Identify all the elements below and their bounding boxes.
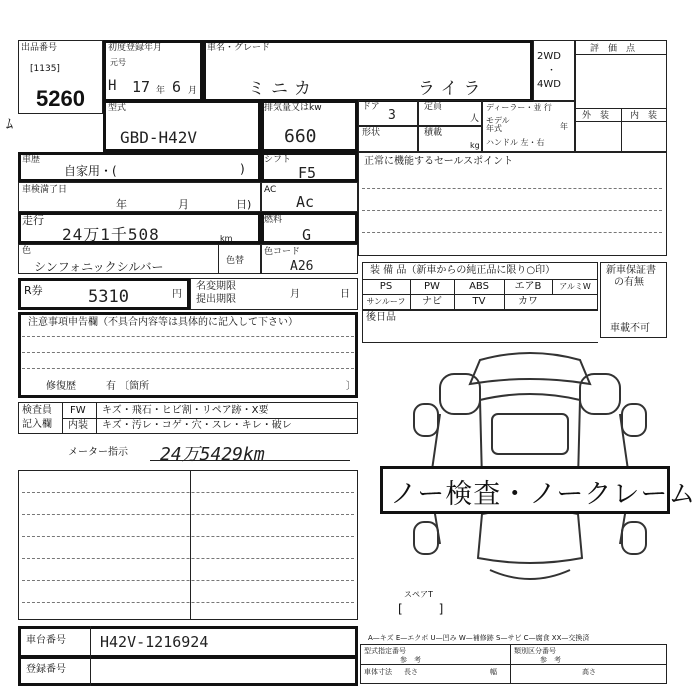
- legend-height: 高さ: [582, 668, 596, 676]
- displacement-value: 660: [284, 126, 317, 147]
- reg-era: H: [108, 78, 117, 94]
- doors-value: 3: [388, 108, 396, 123]
- drive-4wd: 4WD: [537, 79, 561, 90]
- shift-label: シフト: [264, 155, 292, 165]
- transfer-day: 日: [340, 289, 350, 300]
- inspector-row2-items: キズ・汚レ・コゲ・穴・スレ・キレ・破レ: [102, 420, 292, 431]
- transfer-label-2: 提出期限: [196, 294, 236, 305]
- year-suffix: 年: [560, 122, 568, 131]
- legend-length: 長さ: [404, 668, 418, 676]
- legend-ref-2: 参 考: [540, 656, 561, 664]
- equip-sunroof: サンルーフ: [366, 297, 406, 306]
- equip-alloy: アルミW: [559, 282, 591, 291]
- inspector-label-1: 検査員: [22, 405, 52, 416]
- car-grade: ライラ: [418, 79, 487, 99]
- transfer-label-1: 名変期限: [196, 281, 236, 292]
- lot-label: 出品番号: [21, 43, 58, 53]
- reg-number-label: 登録番号: [26, 664, 66, 675]
- load-label: 積載: [424, 128, 443, 138]
- spare-box: [ ]: [398, 602, 444, 616]
- reg-year: 17: [132, 78, 151, 96]
- drive-2wd: 2WD: [537, 51, 561, 62]
- model-code: GBD-H42V: [120, 128, 198, 147]
- drive-dot: ・: [547, 66, 557, 76]
- warranty-note: 車載不可: [610, 323, 650, 334]
- inspection-label: 車検満了日: [22, 185, 68, 195]
- mileage-label: 走行: [22, 214, 44, 227]
- capacity-label: 定員: [424, 102, 443, 112]
- chassis-value: H42V-1216924: [100, 633, 209, 651]
- inspector-row1-key: FW: [70, 405, 86, 416]
- legend-class-number: 類別区分番号: [514, 647, 556, 655]
- dealer-label: ディーラー・並 行: [486, 103, 552, 112]
- spare-label: スペアT: [404, 590, 433, 599]
- car-name: ミニカ: [248, 79, 317, 99]
- equip-tv: TV: [472, 296, 486, 307]
- load-unit: kg: [470, 141, 480, 150]
- shift-value: F5: [298, 164, 317, 182]
- equip-airbag: エアB: [514, 281, 542, 292]
- insp-day: 日): [236, 198, 252, 211]
- shape-label: 形状: [362, 128, 381, 138]
- equip-navi: ナビ: [422, 296, 442, 307]
- reg-month: 6: [172, 78, 182, 96]
- displacement-label: 排気量又はkw: [264, 103, 322, 113]
- ac-label: AC: [264, 185, 277, 195]
- stamp-text: ノー検査・ノークレーム: [390, 479, 697, 509]
- model-label: 型式: [108, 103, 127, 113]
- rear-seat-label: 後日品: [366, 312, 396, 323]
- selling-box: [358, 152, 667, 256]
- r-ticket-value: 5310: [88, 287, 129, 307]
- margin-mark: ﾑ: [6, 117, 13, 133]
- lot-bracket: [1135]: [30, 64, 60, 74]
- chassis-label: 車台番号: [26, 635, 66, 646]
- inspector-row2-key: 内装: [68, 420, 88, 431]
- usage-box: [18, 152, 261, 182]
- mileage-value: 24万1千508: [62, 225, 160, 244]
- notes-title: 注意事項申告欄（不具合内容等は具体的に記入して下さい）: [28, 317, 298, 328]
- legend-type-number: 型式指定番号: [364, 647, 406, 655]
- repair-value: 有 〔箇所: [106, 381, 150, 392]
- usage-label: 車歴: [22, 155, 41, 165]
- legend-body-size: 車体寸法: [364, 668, 392, 676]
- color-value: シンフォニックシルバー: [34, 260, 164, 274]
- usage-value: 自家用・(: [64, 164, 117, 178]
- first-reg-label: 初度登録年月: [108, 43, 163, 53]
- year-unit: 年: [156, 86, 166, 96]
- carname-label: 車名・グレード: [207, 43, 271, 53]
- legend-width: 幅: [490, 668, 497, 676]
- inspector-label-2: 記入欄: [22, 419, 52, 430]
- damage-legend: A—キズ E—エクボ U—凹み W—補修跡 S—サビ C—腐食 XX—交換済: [368, 634, 590, 642]
- legend-ref-1: 参 考: [400, 656, 421, 664]
- repair-label: 修復歴: [46, 381, 76, 392]
- color-label: 色: [22, 246, 32, 256]
- score-label: 評 価 点: [590, 44, 636, 54]
- equip-abs: ABS: [469, 281, 489, 292]
- warranty-title-1: 新車保証書: [606, 265, 656, 276]
- fuel-value: G: [302, 226, 312, 244]
- model-year-label: モデル年式: [486, 116, 510, 133]
- capacity-unit: 人: [470, 114, 480, 124]
- interior-label: 内 装: [630, 111, 658, 121]
- month-unit: 月: [188, 86, 198, 96]
- r-ticket-label: R券: [24, 284, 43, 297]
- color-change-label: 色替: [226, 256, 245, 266]
- inspector-row1-items: キズ・飛石・ヒビ割・リペア跡・X要: [102, 405, 269, 416]
- insp-month: 月: [178, 198, 189, 211]
- fuel-label: 燃料: [264, 215, 283, 225]
- color-code-label: 色コード: [264, 247, 301, 257]
- meter-value: 24万5429km: [160, 444, 265, 465]
- equip-pw: PW: [424, 281, 440, 292]
- selling-title: 正常に機能するセールスポイント: [364, 156, 514, 167]
- doors-label: ドア: [362, 102, 380, 112]
- lot-number: 5260: [36, 86, 85, 111]
- reg-number-box: [18, 656, 358, 686]
- handle-label: ハンドル 左・右: [486, 138, 545, 147]
- ac-value: Ac: [296, 193, 315, 211]
- insp-year: 年: [116, 198, 127, 211]
- color-code-value: A26: [290, 259, 314, 274]
- equip-leather: カワ: [518, 296, 538, 307]
- gensiki-label: 元号: [110, 58, 126, 67]
- usage-close: ): [240, 162, 245, 176]
- transfer-month: 月: [290, 289, 300, 300]
- warranty-title-2: の有無: [614, 277, 644, 288]
- repair-close: 〕: [346, 381, 356, 392]
- exterior-label: 外 装: [582, 111, 610, 121]
- mileage-unit: km: [220, 234, 233, 243]
- equip-ps: PS: [379, 281, 393, 292]
- equipment-title: 装 備 品（新車からの純正品に限り○印）: [370, 265, 556, 276]
- r-ticket-yen: 円: [172, 289, 182, 300]
- meter-label: メーター指示: [68, 447, 128, 458]
